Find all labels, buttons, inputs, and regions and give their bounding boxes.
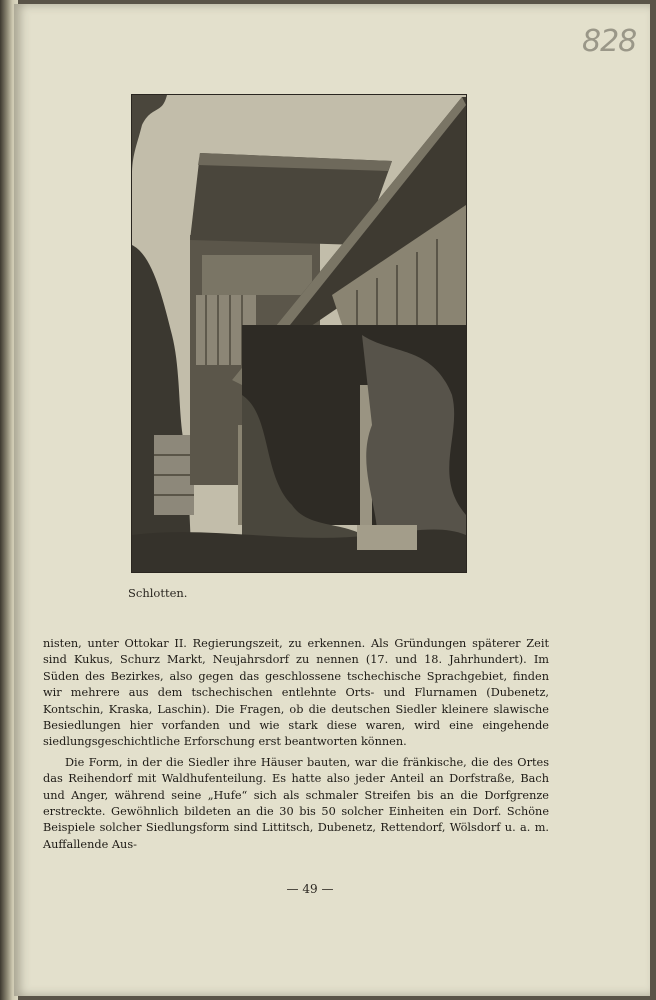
handwritten-folio-number: 828 <box>582 24 637 59</box>
paragraph-2: Die Form, in der die Siedler ihre Häuser bauten, war die fränkische, die des Ortes das Reihendorf mit Waldhufenteilung. Es hatte also jeder Anteil an Dorfstraße, Bach und Anger, während seine „Hufe“ sich als schmaler Streifen bis an die Dorfgrenze erstreckte. Gewöhnlich bildeten an die 30 bis 50 solcher Einheiten ein Dorf. Schöne Beispiele solcher Siedlungsform sind Littitsch, Dubenetz, Rettendorf, Wölsdorf u. a. m. Auffallende Aus- <box>43 755 549 851</box>
body-text <box>43 636 549 853</box>
page-number: — 49 — <box>286 882 334 896</box>
paragraph-1: nisten, unter Ottokar II. Regierungszeit, zu erkennen. Als Gründungen späterer Zeit sind Kukus, Schurz Markt, Neujahrsdorf zu nennen (17. und 18. Jahrhundert). Im Süden des Bezirkes, also gegen das geschlossene tschechische Sprachgebiet, finden wir mehrere aus dem tschechischen entlehnte Orts- und Flurnamen (Dubenetz, Kontschin, Kraska, Laschin). Die Fragen, ob die deutschen Siedler kleinere slawische Besiedlungen hier vorfanden und wie stark diese waren, wird eine eingehende siedlungsgeschichtliche Erforschung erst beantworten können. <box>43 637 549 749</box>
photo-caption: Schlotten. <box>128 586 188 600</box>
photograph-old-wooden-house <box>131 94 467 573</box>
